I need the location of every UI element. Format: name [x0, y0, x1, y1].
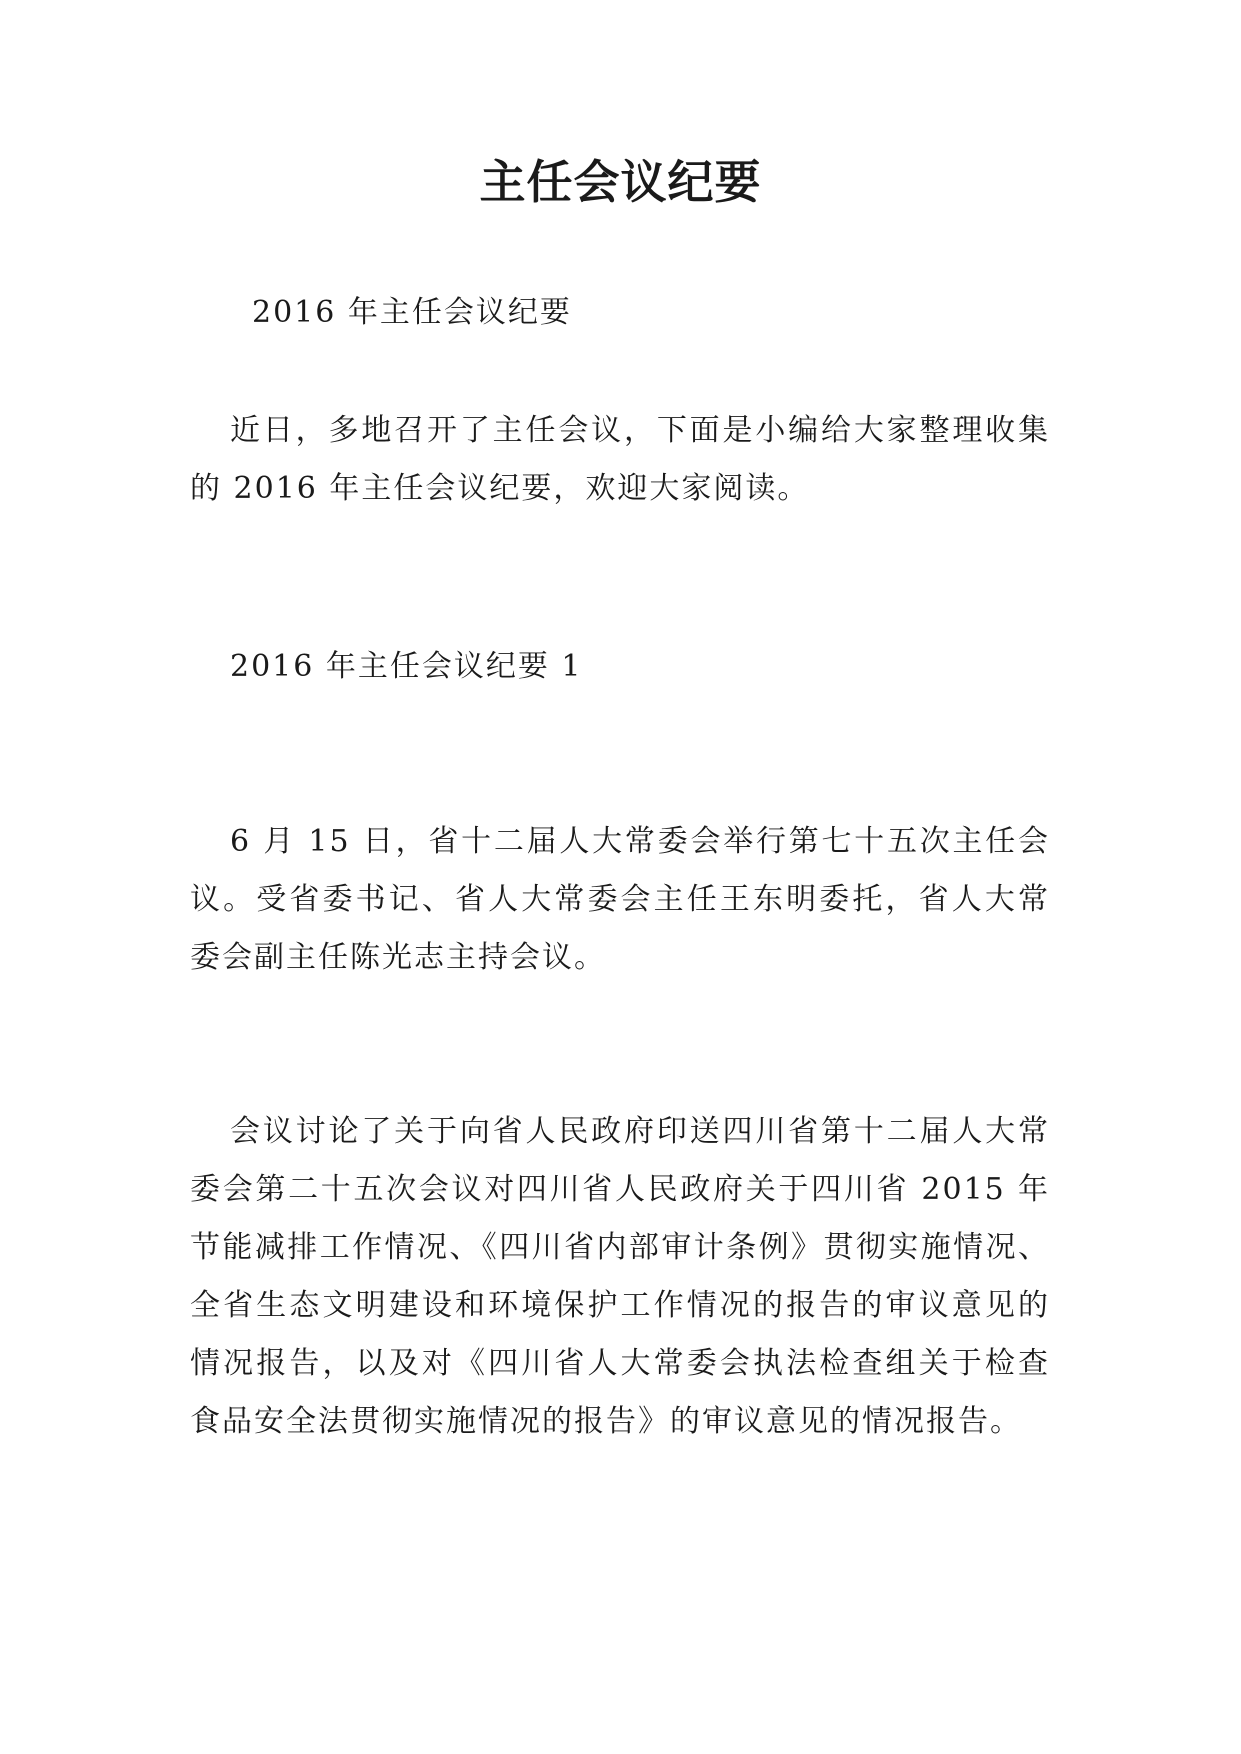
discussion-paragraph: 会议讨论了关于向省人民政府印送四川省第十二届人大常委会第二十五次会议对四川省人民政府关于四川省 2015 年节能减排工作情况、《四川省内部审计条例》贯彻实施情况、全省生态文明建设和环境保护工作情况的报告的审议意见的情况报告，以及对《四川省人大常委会执法检查组关于检查食品安全法贯彻实施情况的报告》的审议意见的情况报告。: [190, 1114, 1050, 1439]
document-subtitle: 2016 年主任会议纪要: [252, 295, 572, 330]
document-title: 主任会议纪要: [479, 155, 762, 209]
section-heading: 2016 年主任会议纪要 1: [230, 649, 583, 684]
meeting-paragraph: 6 月 15 日，省十二届人大常委会举行第七十五次主任会议。受省委书记、省人大常委会主任王东明委托，省人大常委会副主任陈光志主持会议。: [190, 824, 1050, 975]
intro-paragraph: 近日，多地召开了主任会议，下面是小编给大家整理收集的 2016 年主任会议纪要，欢迎大家阅读。: [190, 413, 1050, 506]
